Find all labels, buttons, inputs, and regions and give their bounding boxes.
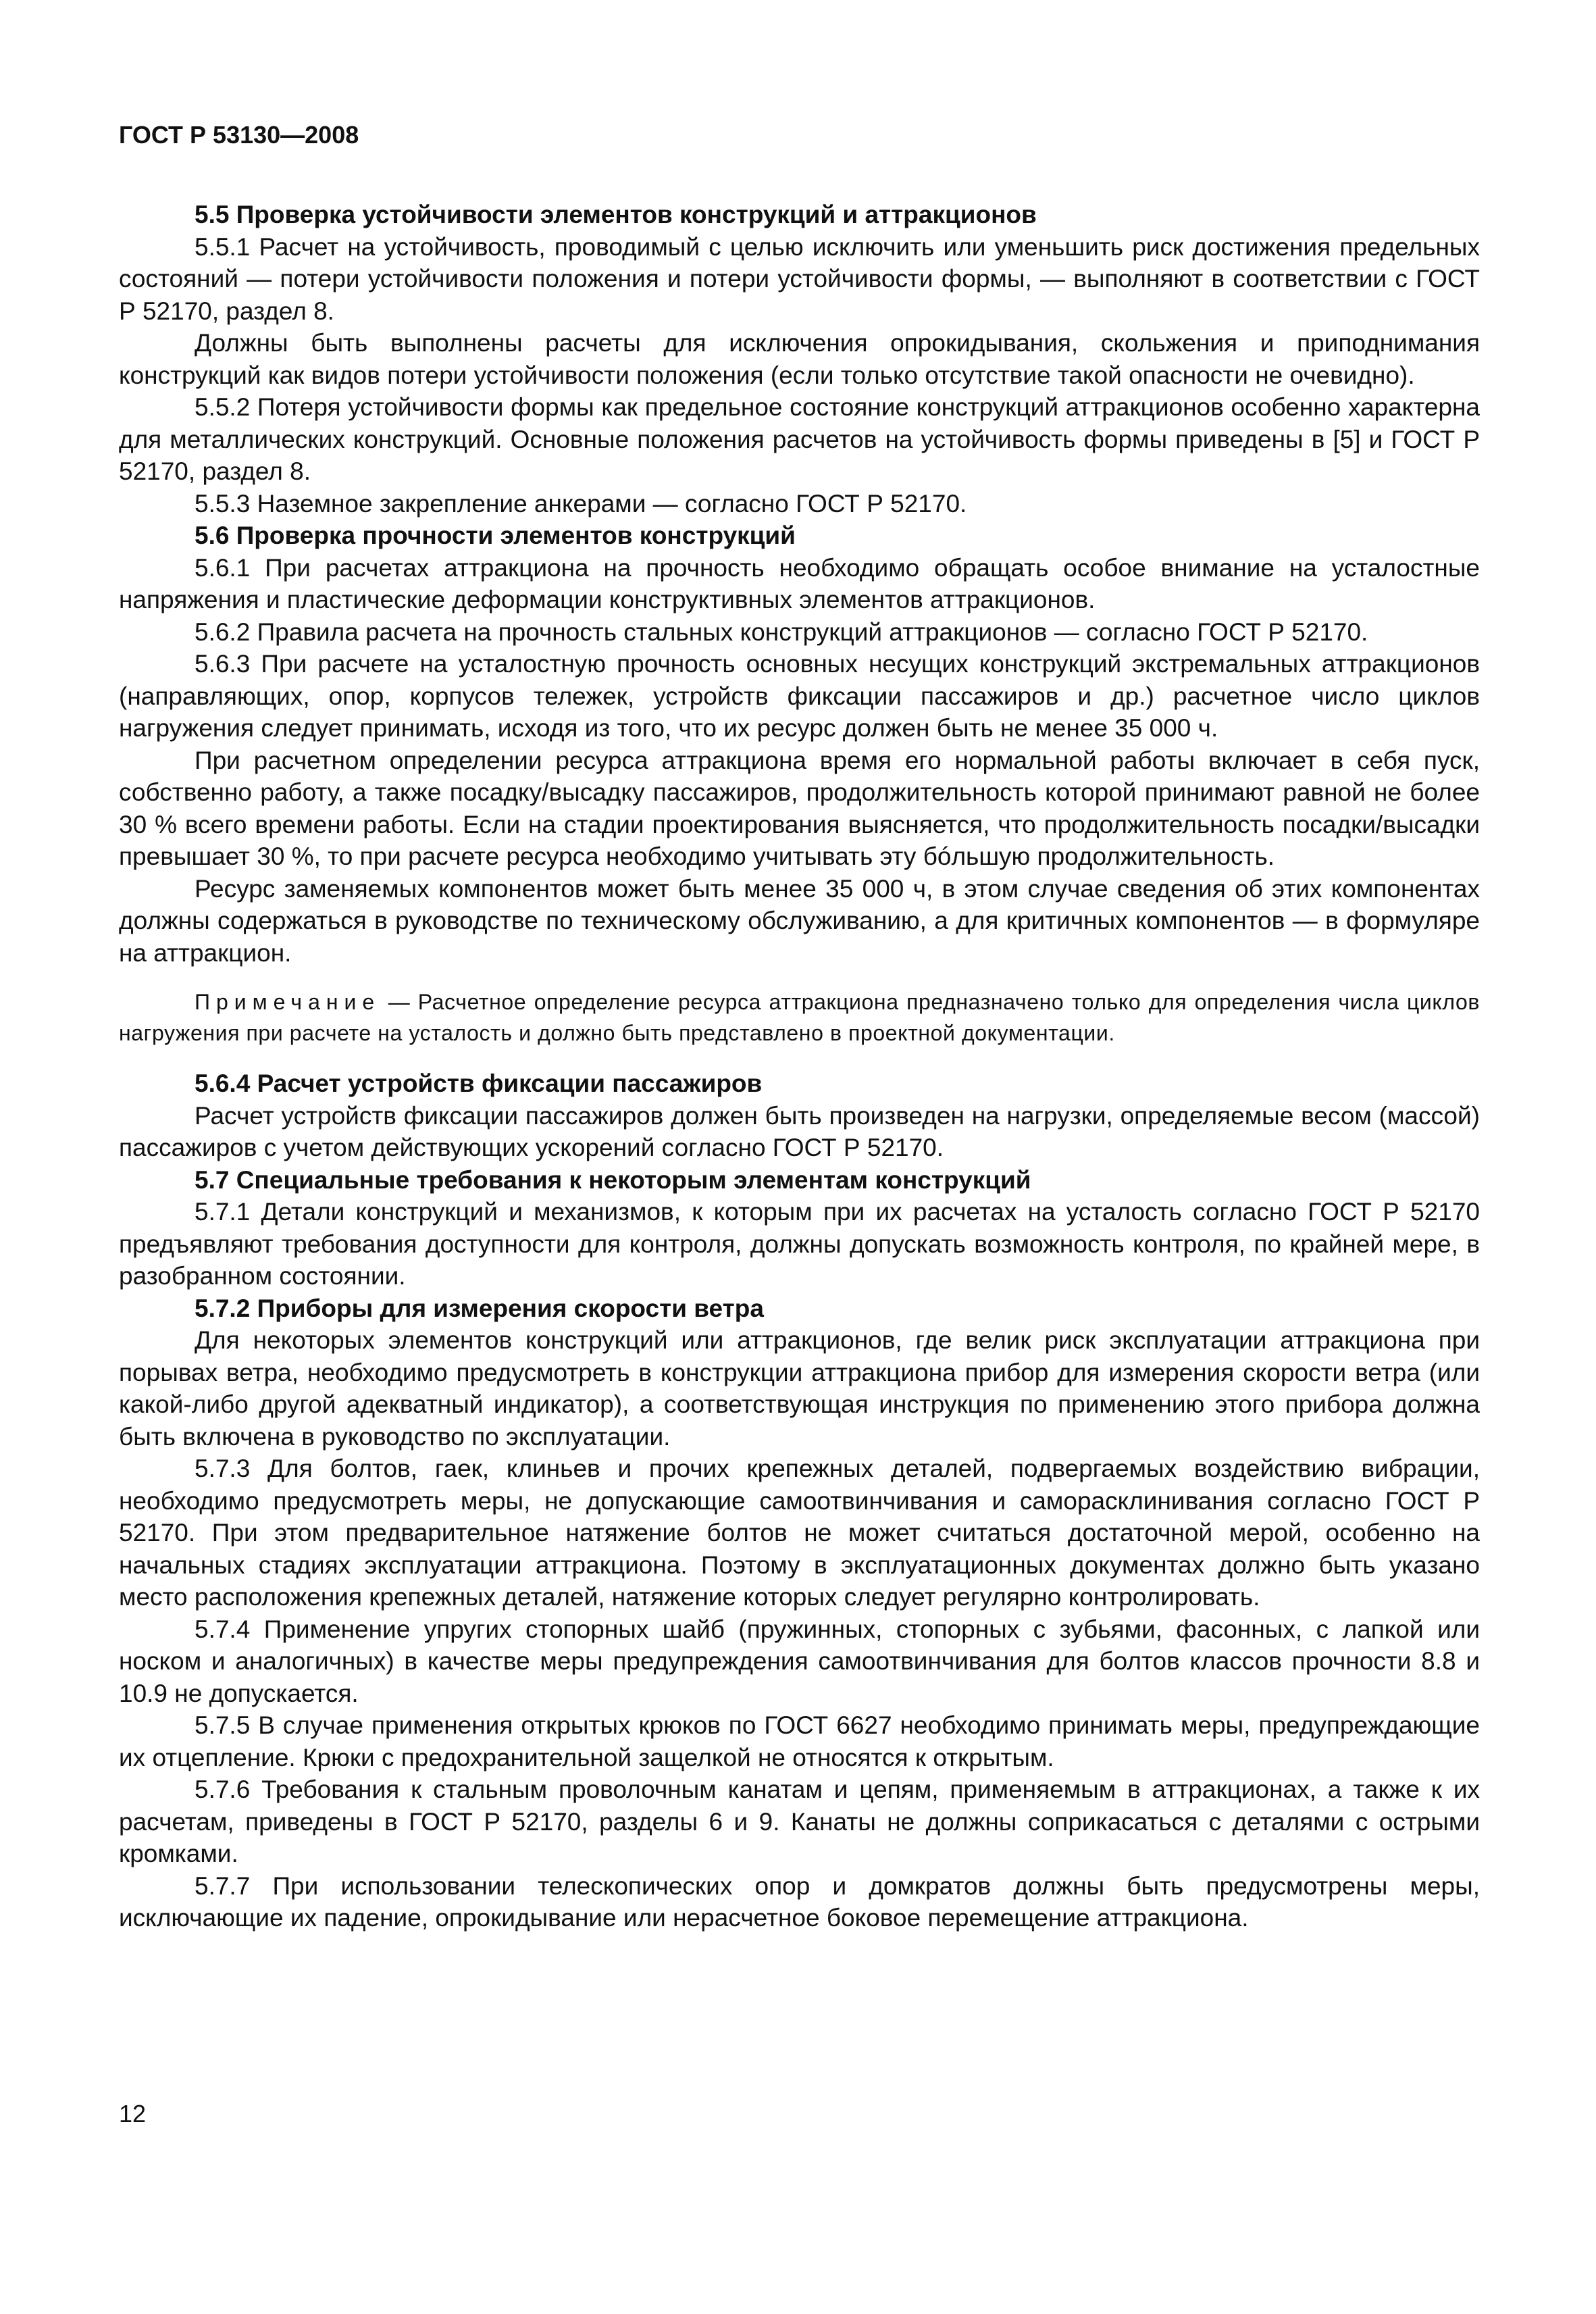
paragraph-5-7-4: 5.7.4 Применение упругих стопорных шайб (пружинных, стопорных с зубьями, фасонных, с лапкой или носком и аналогичных) в качестве меры предупреждения самоотвинчивания для болтов классов прочности 8.8 и 10.9 не допускается. <box>119 1615 1480 1707</box>
paragraph-5-7-3: 5.7.3 Для болтов, гаек, клиньев и прочих крепежных деталей, подвергаемых воздействию вибрации, необходимо предусмотреть меры, не допускающие самоотвинчивания и саморасклинивания согласно ГОСТ Р 52170. При этом предварительное натяжение болтов не может считаться достаточной мерой, особенно на начальных стадиях эксплуатации аттракциона. Поэтому в эксплуатационных документах должно быть указано место расположения крепежных деталей, натяжение которых следует регулярно контролировать. <box>119 1455 1480 1611</box>
paragraph-5-7-2: Для некоторых элементов конструкций или аттракционов, где велик риск эксплуатации аттракциона при порывах ветра, необходимо предусмотреть в конструкции аттракциона прибор для измерения скорости ветра (или какой-либо другой адекватный индикатор), а соответствующая инструкция по применению этого прибора должна быть включена в руководство по эксплуатации. <box>119 1326 1480 1451</box>
paragraph-5-7-1: 5.7.1 Детали конструкций и механизмов, к которым при их расчетах на усталость согласно ГОСТ Р 52170 предъявляют требования доступности для контроля, должны допускать возможность контроля, по крайней мере, в разобранном состоянии. <box>119 1198 1480 1290</box>
paragraph-5-6-3-resource: При расчетном определении ресурса аттракциона время его нормальной работы включает в себя пуск, собственно работу, а также посадку/высадку пассажиров, продолжительность которой принимают равной не более 30 % всего времени работы. Если на стадии проектирования выясняется, что продолжительность посадки/высадки превышает 30 %, то при расчете ресурса необходимо учитывать эту бóльшую продолжительность. <box>119 746 1480 870</box>
paragraph-5-6-2: 5.6.2 Правила расчета на прочность стальных конструкций аттракционов — согласно ГОСТ Р 52170. <box>195 618 1368 646</box>
section-heading-5-7: 5.7 Специальные требования к некоторым элементам конструкций <box>195 1165 1031 1194</box>
paragraph-5-5-2: 5.5.2 Потеря устойчивости формы как предельное состояние конструкций аттракционов особенно характерна для металлических конструкций. Основные положения расчетов на устойчивость формы приведены в [5] и ГОСТ Р 52170, раздел 8. <box>119 393 1480 485</box>
paragraph-5-5-1-continued: Должны быть выполнены расчеты для исключения опрокидывания, скольжения и приподнимания конструкций как видов потери устойчивости положения (если только отсутствие такой опасности не очевидно). <box>119 329 1480 389</box>
document-code-header: ГОСТ Р 53130—2008 <box>119 121 359 149</box>
section-heading-5-6-4: 5.6.4 Расчет устройств фиксации пассажиров <box>195 1070 763 1097</box>
section-heading-5-7-2: 5.7.2 Приборы для измерения скорости ветра <box>195 1294 764 1322</box>
document-body <box>119 199 1480 1934</box>
document-page <box>119 119 1480 1934</box>
note-label: Примечание <box>195 990 381 1014</box>
note-block <box>119 986 1480 1049</box>
paragraph-5-6-1: 5.6.1 При расчетах аттракциона на прочность необходимо обращать особое внимание на усталостные напряжения и пластические деформации конструктивных элементов аттракционов. <box>119 553 1480 613</box>
paragraph-5-6-3-components: Ресурс заменяемых компонентов может быть менее 35 000 ч, в этом случае сведения об этих компонентах должны содержаться в руководстве по техническому обслуживанию, а для критичных компонентов — в формуляре на аттракцион. <box>119 874 1480 967</box>
paragraph-5-5-3: 5.5.3 Наземное закрепление анкерами — согласно ГОСТ Р 52170. <box>195 489 967 518</box>
section-heading-5-5: 5.5 Проверка устойчивости элементов конструкций и аттракционов <box>195 201 1037 228</box>
paragraph-5-6-3: 5.6.3 При расчете на усталостную прочность основных несущих конструкций экстремальных аттракционов (направляющих, опор, корпусов тележек, устройств фиксации пассажиров и др.) расчетное число циклов нагружения следует принимать, исходя из того, что их ресурс должен быть не менее 35 000 ч. <box>119 650 1480 742</box>
paragraph-5-7-6: 5.7.6 Требования к стальным проволочным канатам и цепям, применяемым в аттракционах, а также к их расчетам, приведены в ГОСТ Р 52170, разделы 6 и 9. Канаты не должны соприкасаться с деталями с острыми кромками. <box>119 1776 1480 1867</box>
section-heading-5-6: 5.6 Проверка прочности элементов конструкций <box>195 522 796 549</box>
paragraph-5-5-1: 5.5.1 Расчет на устойчивость, проводимый с целью исключить или уменьшить риск достижения предельных состояний — потери устойчивости положения и потери устойчивости формы, — выполняют в соответствии с ГОСТ Р 52170, раздел 8. <box>119 232 1480 325</box>
note-text: — Расчетное определение ресурса аттракциона предназначено только для определения числа циклов нагружения при расчете на усталость и должно быть представлено в проектной документации. <box>119 990 1480 1045</box>
page-number: 12 <box>119 2100 147 2128</box>
paragraph-5-7-5: 5.7.5 В случае применения открытых крюков по ГОСТ 6627 необходимо принимать меры, предупреждающие их отцепление. Крюки с предохранительной защелкой не относятся к открытым. <box>119 1711 1480 1771</box>
paragraph-5-7-7: 5.7.7 При использовании телескопических опор и домкратов должны быть предусмотрены меры, исключающие их падение, опрокидывание или нерасчетное боковое перемещение аттракциона. <box>119 1871 1480 1932</box>
paragraph-5-6-4: Расчет устройств фиксации пассажиров должен быть произведен на нагрузки, определяемые весом (массой) пассажиров с учетом действующих ускорений согласно ГОСТ Р 52170. <box>119 1101 1480 1161</box>
